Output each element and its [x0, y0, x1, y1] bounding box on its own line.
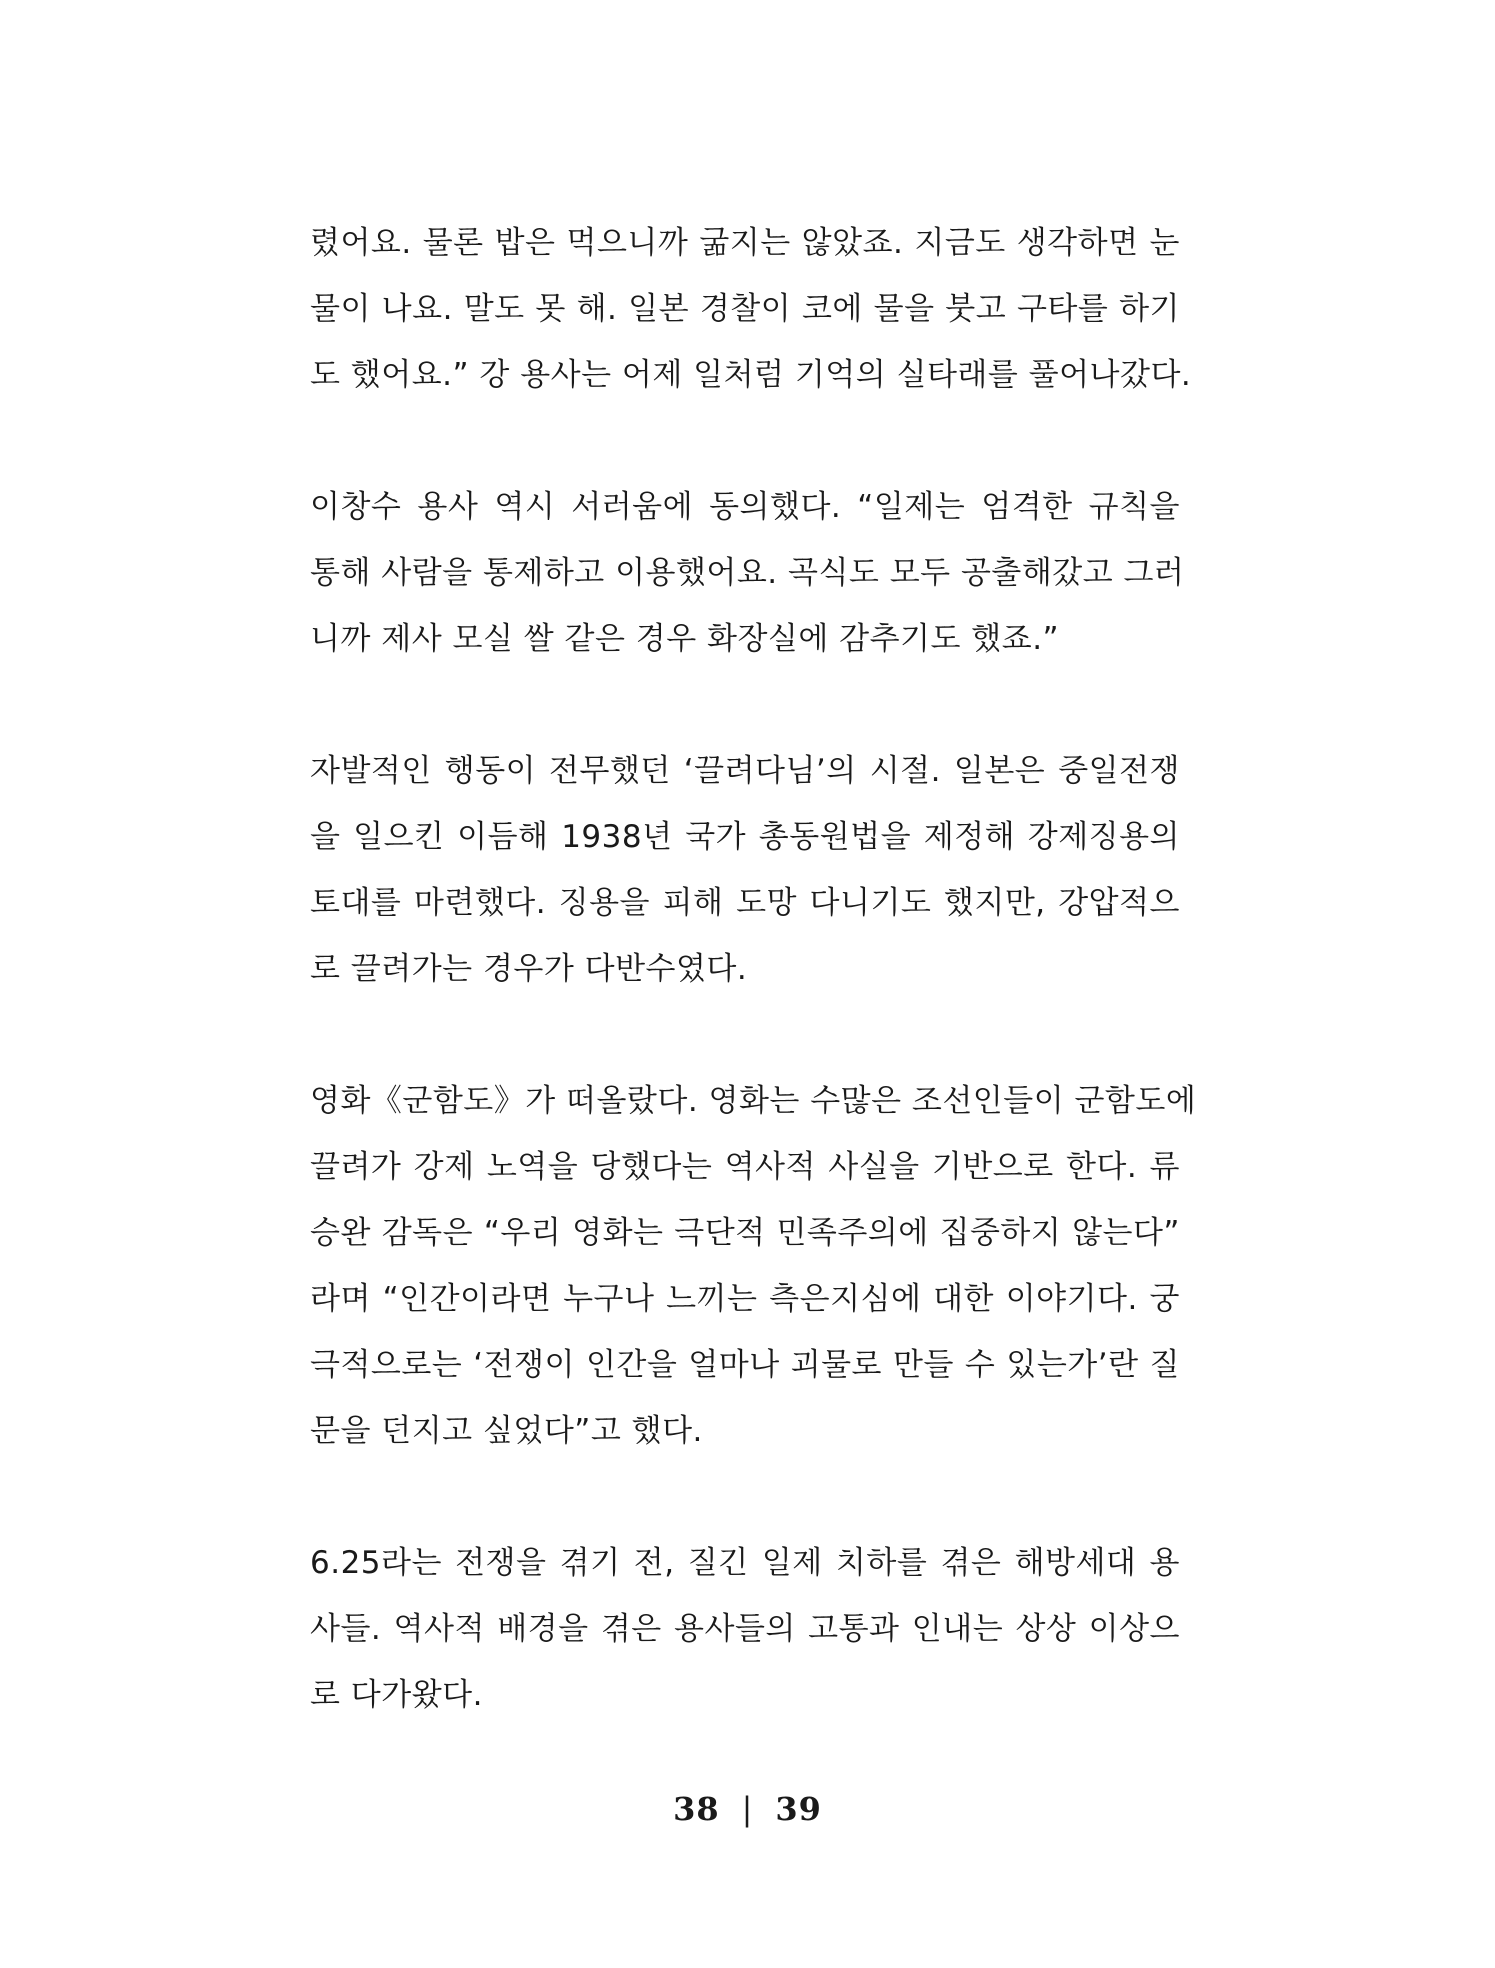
paragraph-1	[310, 210, 1192, 408]
text-line: 로 끌려가는 경우가 다반수였다.	[310, 951, 748, 987]
text-line: 6.25라는 전쟁을 겪기 전, 질긴 일제 치하를 겪은 해방세대 용	[310, 1545, 1180, 1581]
page-number-separator: |	[741, 1790, 754, 1828]
text-line: 자발적인 행동이 전무했던 ‘끌려다님’의 시절. 일본은 중일전쟁	[310, 753, 1180, 789]
text-line: 통해 사람을 통제하고 이용했어요. 곡식도 모두 공출해갔고 그러	[310, 555, 1185, 591]
text-line: 문을 던지고 싶었다”고 했다.	[310, 1413, 703, 1449]
text-line: 토대를 마련했다. 징용을 피해 도망 다니기도 했지만, 강압적으	[310, 885, 1180, 921]
paragraph-4	[310, 1068, 1197, 1464]
text-line: 영화《군함도》가 떠올랐다. 영화는 수많은 조선인들이 군함도에	[310, 1083, 1197, 1119]
paragraph-2	[310, 474, 1185, 672]
text-line: 도 했어요.” 강 용사는 어제 일처럼 기억의 실타래를 풀어나갔다.	[310, 357, 1192, 393]
text-line: 니까 제사 모실 쌀 같은 경우 화장실에 감추기도 했죠.”	[310, 621, 1060, 657]
text-line: 승완 감독은 “우리 영화는 극단적 민족주의에 집중하지 않는다”	[310, 1215, 1180, 1251]
paragraph-5	[310, 1530, 1180, 1728]
text-line: 을 일으킨 이듬해 1938년 국가 총동원법을 제정해 강제징용의	[310, 819, 1180, 855]
text-line: 이창수 용사 역시 서러움에 동의했다. “일제는 엄격한 규칙을	[310, 489, 1180, 525]
text-line: 라며 “인간이라면 누구나 느끼는 측은지심에 대한 이야기다. 궁	[310, 1281, 1180, 1317]
body-text	[310, 210, 1197, 1794]
page-number-right: 39	[775, 1790, 822, 1828]
paragraph-3	[310, 738, 1180, 1002]
page-number-footer	[0, 1790, 1495, 1828]
text-line: 극적으로는 ‘전쟁이 인간을 얼마나 괴물로 만들 수 있는가’란 질	[310, 1347, 1180, 1383]
text-line: 로 다가왔다.	[310, 1677, 483, 1713]
text-line: 물이 나요. 말도 못 해. 일본 경찰이 코에 물을 붓고 구타를 하기	[310, 291, 1180, 327]
text-line: 사들. 역사적 배경을 겪은 용사들의 고통과 인내는 상상 이상으	[310, 1611, 1180, 1647]
page-number-left: 38	[673, 1790, 720, 1828]
text-line: 렸어요. 물론 밥은 먹으니까 굶지는 않았죠. 지금도 생각하면 눈	[310, 225, 1180, 261]
text-line: 끌려가 강제 노역을 당했다는 역사적 사실을 기반으로 한다. 류	[310, 1149, 1180, 1185]
